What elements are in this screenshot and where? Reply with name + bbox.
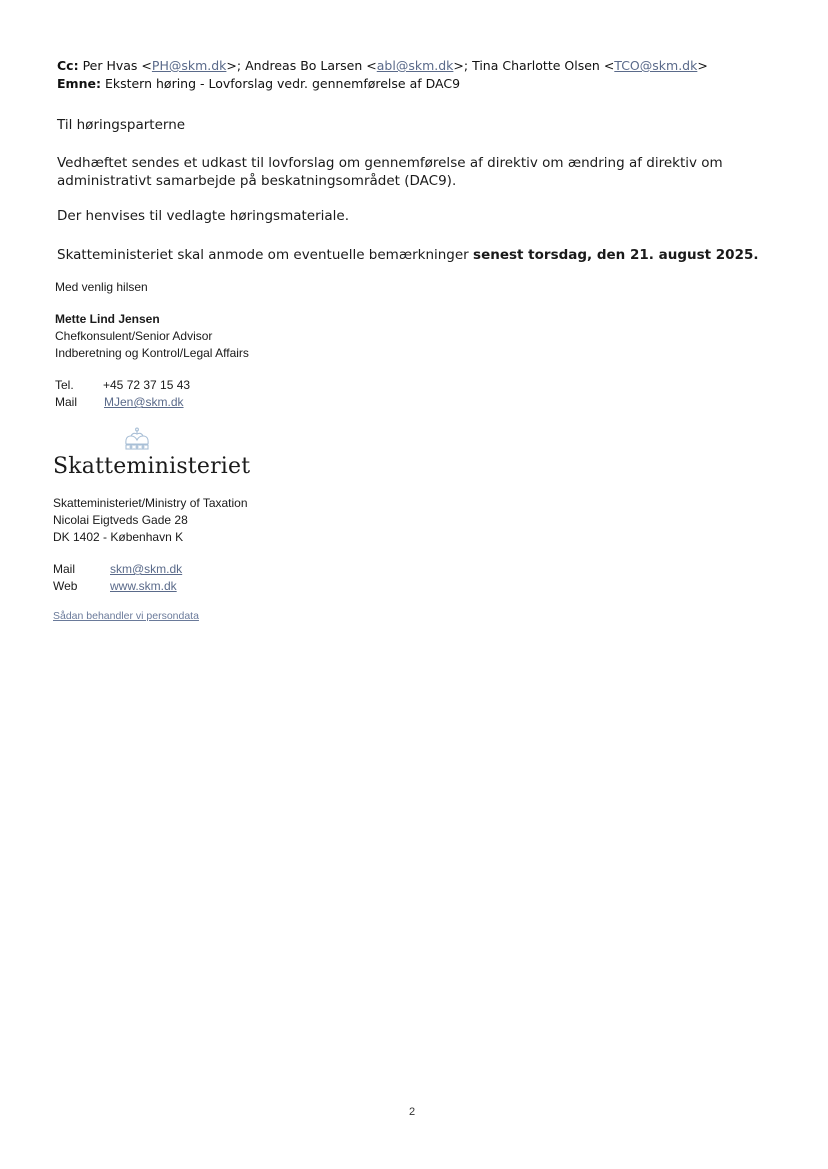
signer-department: Indberetning og Kontrol/Legal Affairs [55, 346, 249, 360]
subject-line [57, 76, 460, 91]
paragraph-1-line-2: administrativt samarbejde på beskatningsområdet (DAC9). [57, 173, 457, 189]
cc-email-3-link[interactable]: TCO@skm.dk [614, 58, 698, 73]
cc-label: Cc: [57, 58, 79, 73]
cc-name-3: Tina Charlotte Olsen [472, 58, 600, 73]
subject-text: Ekstern høring - Lovforslag vedr. gennemførelse af DAC9 [104, 76, 461, 91]
subject-label: Emne: [57, 76, 101, 91]
privacy-link[interactable]: Sådan behandler vi persondata [53, 610, 199, 622]
tel-value: +45 72 37 15 43 [103, 378, 191, 392]
paragraph-2: Der henvises til vedlagte høringsmateriale. [57, 208, 350, 224]
signer-title: Chefkonsulent/Senior Advisor [55, 329, 213, 343]
org-mail-link[interactable]: skm@skm.dk [110, 562, 183, 576]
organization-city: DK 1402 - København K [53, 530, 184, 544]
cc-email-2-link[interactable]: abl@skm.dk [376, 58, 454, 73]
mail-label: Mail [55, 395, 78, 409]
paragraph-1-line-1: Vedhæftet sendes et udkast til lovforslag om gennemførelse af direktiv om ændring af direktiv om [57, 155, 723, 171]
organization-street: Nicolai Eigtveds Gade 28 [53, 513, 188, 527]
organization-full-name: Skatteministeriet/Ministry of Taxation [53, 496, 248, 510]
tel-label: Tel. [55, 378, 74, 392]
organization-address [53, 495, 248, 546]
org-web-link[interactable]: www.skm.dk [110, 579, 177, 593]
mail-link[interactable]: MJen@skm.dk [104, 395, 184, 409]
signature-block [55, 311, 249, 362]
deadline-text: senest torsdag, den 21. august 2025. [473, 247, 759, 263]
organization-name: Skatteministeriet [53, 454, 251, 479]
org-web-label: Web [53, 579, 78, 593]
closing: Med venlig hilsen [55, 280, 148, 294]
greeting: Til høringsparterne [57, 117, 186, 133]
cc-email-1-link[interactable]: PH@skm.dk [151, 58, 227, 73]
cc-name-2: Andreas Bo Larsen [245, 58, 363, 73]
page-number: 2 [409, 1106, 416, 1118]
cc-name-1: Per Hvas [82, 58, 138, 73]
signer-name: Mette Lind Jensen [55, 312, 160, 326]
paragraph-3 [57, 246, 759, 264]
cc-line: Cc: Per Hvas <PH@skm.dk>; Andreas Bo Larsen <abl@skm.dk>; Tina Charlotte Olsen <TCO@skm.dk> [57, 58, 708, 73]
paragraph-3-text: Skatteministeriet skal anmode om eventuelle bemærkninger [57, 247, 474, 263]
paragraph-1 [57, 154, 723, 190]
org-mail-label: Mail [53, 562, 76, 576]
